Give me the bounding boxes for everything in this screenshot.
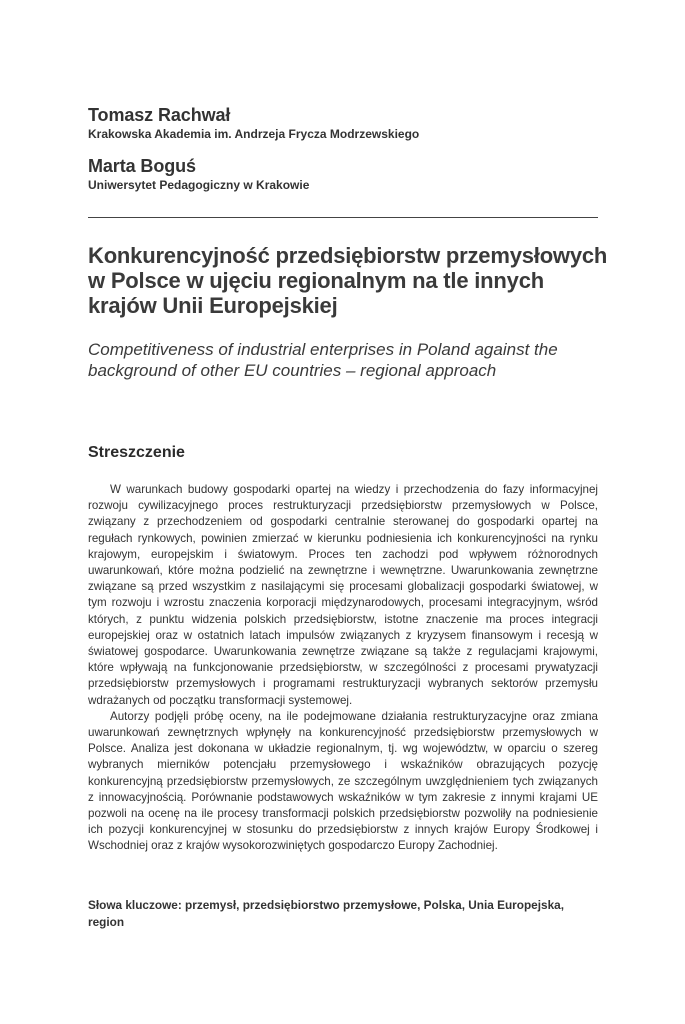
abstract-paragraph-1: W warunkach budowy gospodarki opartej na wiedzy i przechodzenia do fazy informacyjnej rozwoju cywilizacyjnego proces restrukturyzacji przedsiębiorstw przemysłowych w Polsce, związany z przechodzeniem od gospodarki centralnie sterowanej do gospodarki opartej na regułach rynkowych, powinien zmierzać w kierunku podniesienia ich konkurencyjności na rynku krajowym, europejskim i światowym. Proces ten zachodzi pod wpływem różnorodnych uwarunkowań, które można podzielić na zewnętrzne i wewnętrzne. Uwarunkowania zewnętrzne związane są przed wszystkim z nasilającymi się procesami globalizacji gospodarki światowej, w tym rozwoju i wzrostu znaczenia korporacji międzynarodowych, procesami integracyjnym, wśród których, z punktu widzenia polskich przedsiębiorstw, istotne znaczenie ma proces integracji europejskiej oraz w ostatnich latach impulsów związanych z kryzysem finansowym i recesją w światowej gospodarce. Uwarunkowania zewnętrze związane są także z regulacjami krajowymi, które wpływają na funkcjonowanie przedsiębiorstw, w szczególności z procesami prywatyzacji przedsiębiorstw przemysłowych i programami restrukturyzacji wybranych sektorów przemysłu wdrażanych od początku transformacji systemowej. <box>88 483 598 707</box>
author-block-1 <box>88 104 598 142</box>
author-affiliation: Krakowska Akademia im. Andrzeja Frycza Modrzewskiego <box>88 127 420 141</box>
article-title-polish: Konkurencyjność przedsiębiorstw przemysłowych w Polsce w ujęciu regionalnym na tle innych krajów Unii Europejskiej <box>88 243 608 318</box>
abstract-heading: Streszczenie <box>88 444 185 461</box>
author-affiliation: Uniwersytet Pedagogiczny w Krakowie <box>88 178 310 192</box>
abstract-body <box>88 482 598 855</box>
abstract-paragraph-2: Autorzy podjęli próbę oceny, na ile podejmowane działania restrukturyzacyjne oraz zmiana uwarunkowań zewnętrznych wpłynęły na konkurencyjność przedsiębiorstw przemysłowych w Polsce. Analiza jest dokonana w układzie regionalnym, tj. wg województw, w oparciu o szereg wybranych mierników potencjału przemysłowego i wskaźników obrazujących pozycję konkurencyjną przedsiębiorstw przemysłowych, ze szczególnym uwzględnieniem tych związanych z innowacyjnością. Porównanie podstawowych wskaźników w tym zakresie z innymi krajami UE pozwoli na ocenę na ile procesy transformacji polskich przedsiębiorstw pozwoliły na podniesienie ich pozycji konkurencyjnej w stosunku do przedsiębiorstw z innych krajów Europy Środkowej i Wschodniej oraz z krajów wysokorozwiniętych gospodarczo Europy Zachodniej. <box>88 709 598 853</box>
keywords-text: przemysł, przedsiębiorstwo przemysłowe, Polska, Unia Europejska, region <box>88 898 564 929</box>
author-block-2 <box>88 155 598 193</box>
header-divider <box>88 217 598 218</box>
author-name: Marta Boguś <box>88 156 196 176</box>
keywords <box>88 897 598 931</box>
keywords-label: Słowa kluczowe: <box>88 898 182 912</box>
article-title-english: Competitiveness of industrial enterprises in Poland against the background of other EU countries – regional approach <box>88 340 558 380</box>
author-name: Tomasz Rachwał <box>88 105 231 125</box>
